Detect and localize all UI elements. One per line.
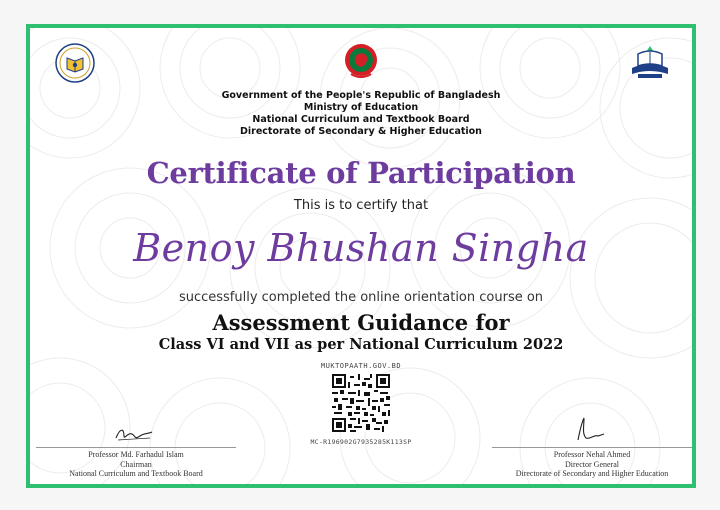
verification-site: MUKTOPAATH.GOV.BD — [320, 362, 402, 370]
right-signatory-title: Director General — [565, 459, 619, 469]
header-ministry: Ministry of Education — [303, 102, 419, 113]
recipient-name: Benoy Bhushan Singha — [133, 226, 589, 270]
completion-text: successfully completed the online orientation course on — [178, 290, 544, 305]
certificate-title: Certificate of Participation — [146, 156, 576, 190]
certificate-id: MC-R196902G7935285K113SP — [310, 438, 412, 446]
bangladesh-government-emblem-icon — [343, 42, 379, 80]
left-signatory-org: National Curriculum and Textbook Board — [69, 469, 203, 478]
dshe-logo-icon — [628, 42, 672, 82]
right-signatory-name: Professor Nehal Ahmed — [553, 450, 631, 459]
left-signature-icon — [112, 422, 156, 444]
qr-code-icon — [332, 374, 390, 432]
header-dshe: Directorate of Secondary & Higher Education — [240, 126, 482, 137]
right-signature-line — [492, 447, 692, 448]
right-signatory-org: Directorate of Secondary and Higher Education — [515, 469, 669, 478]
right-signature-icon — [568, 416, 608, 444]
left-signature-line — [36, 447, 236, 448]
right-signatory — [492, 447, 692, 479]
left-signatory — [36, 447, 236, 479]
course-title-line2: Class VI and VII as per National Curriculum 2022 — [158, 336, 564, 353]
nctb-logo-icon — [54, 42, 96, 84]
course-title-line1: Assessment Guidance for — [212, 310, 510, 335]
certificate-frame — [26, 24, 696, 488]
left-signatory-name: Professor Md. Farhadul Islam — [88, 450, 184, 459]
header-government: Government of the People's Republic of Bangladesh — [221, 90, 501, 101]
certify-text: This is to certify that — [293, 198, 429, 213]
header-nctb: National Curriculum and Textbook Board — [252, 114, 470, 125]
left-signatory-title: Chairman — [120, 459, 152, 469]
